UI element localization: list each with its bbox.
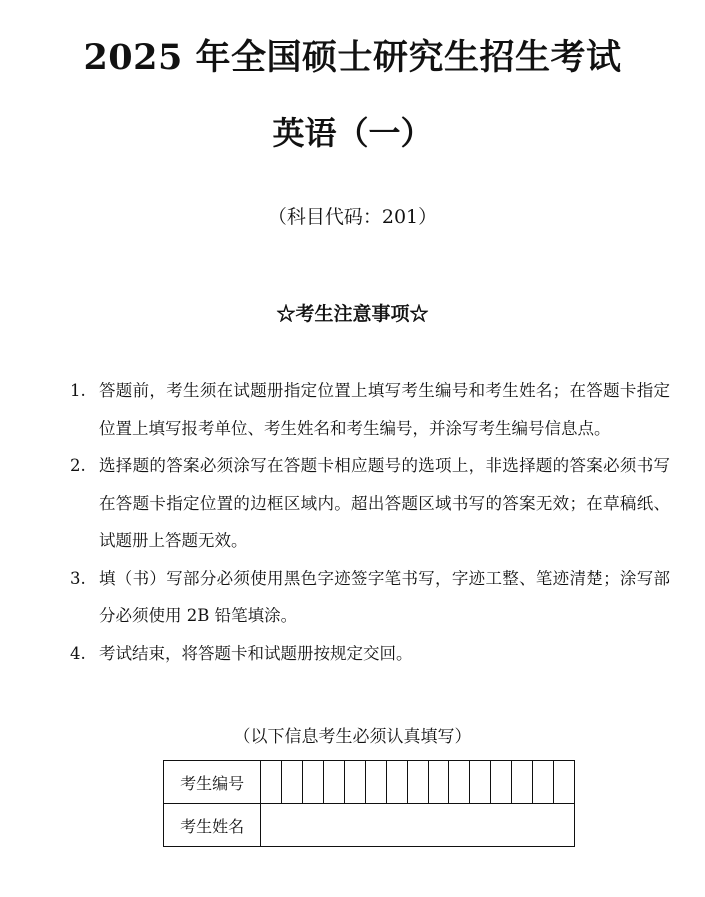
notice-item <box>70 447 670 560</box>
notice-list <box>70 372 670 672</box>
notice-text: 填（书）写部分必须使用黑色字迹签字笔书写，字迹工整、笔迹清楚；涂写部分必须使用 2B 铅笔填涂。 <box>99 568 670 625</box>
notice-item <box>70 635 670 673</box>
candidate-id-digit-box[interactable] <box>407 761 428 804</box>
subject-title: 英语（一） <box>272 114 433 152</box>
candidate-name-field[interactable] <box>261 804 575 847</box>
candidate-id-row <box>164 761 575 804</box>
info-caption: （以下信息考生必须认真填写） <box>233 727 472 747</box>
candidate-info-table <box>163 760 575 847</box>
candidate-id-digit-box[interactable] <box>470 761 491 804</box>
notice-text: 选择题的答案必须涂写在答题卡相应题号的选项上，非选择题的答案必须书写在答题卡指定位置的边框区域内。超出答题区域书写的答案无效；在草稿纸、试题册上答题无效。 <box>99 456 670 550</box>
candidate-id-digit-box[interactable] <box>344 761 365 804</box>
notice-number: 3. <box>70 568 86 588</box>
candidate-id-digit-box[interactable] <box>533 761 554 804</box>
candidate-id-digit-box[interactable] <box>512 761 533 804</box>
notice-number: 2. <box>70 456 86 475</box>
candidate-id-digit-box[interactable] <box>303 761 324 804</box>
notice-number: 1. <box>70 381 86 400</box>
subject-code: （科目代码：201） <box>267 206 438 228</box>
candidate-id-digit-box[interactable] <box>365 761 386 804</box>
notice-heading: ☆考生注意事项☆ <box>276 303 429 325</box>
notice-item <box>70 372 670 447</box>
candidate-id-digit-box[interactable] <box>323 761 344 804</box>
candidate-id-label: 考生编号 <box>164 761 261 804</box>
candidate-id-digit-box[interactable] <box>428 761 449 804</box>
exam-title: 2025 年全国硕士研究生招生考试 <box>83 37 622 78</box>
candidate-id-digit-box[interactable] <box>282 761 303 804</box>
candidate-id-digit-box[interactable] <box>449 761 470 804</box>
notice-number: 4. <box>70 643 86 663</box>
notice-text: 答题前，考生须在试题册指定位置上填写考生编号和考生姓名；在答题卡指定位置上填写报考单位、考生姓名和考生编号，并涂写考生编号信息点。 <box>99 381 670 438</box>
candidate-name-label: 考生姓名 <box>164 804 261 847</box>
candidate-id-digit-box[interactable] <box>553 761 574 804</box>
candidate-id-digit-box[interactable] <box>261 761 282 804</box>
notice-text: 考试结束，将答题卡和试题册按规定交回。 <box>99 643 413 663</box>
candidate-id-digit-box[interactable] <box>386 761 407 804</box>
notice-item <box>70 560 670 635</box>
candidate-id-digit-box[interactable] <box>491 761 512 804</box>
candidate-name-row <box>164 804 575 847</box>
